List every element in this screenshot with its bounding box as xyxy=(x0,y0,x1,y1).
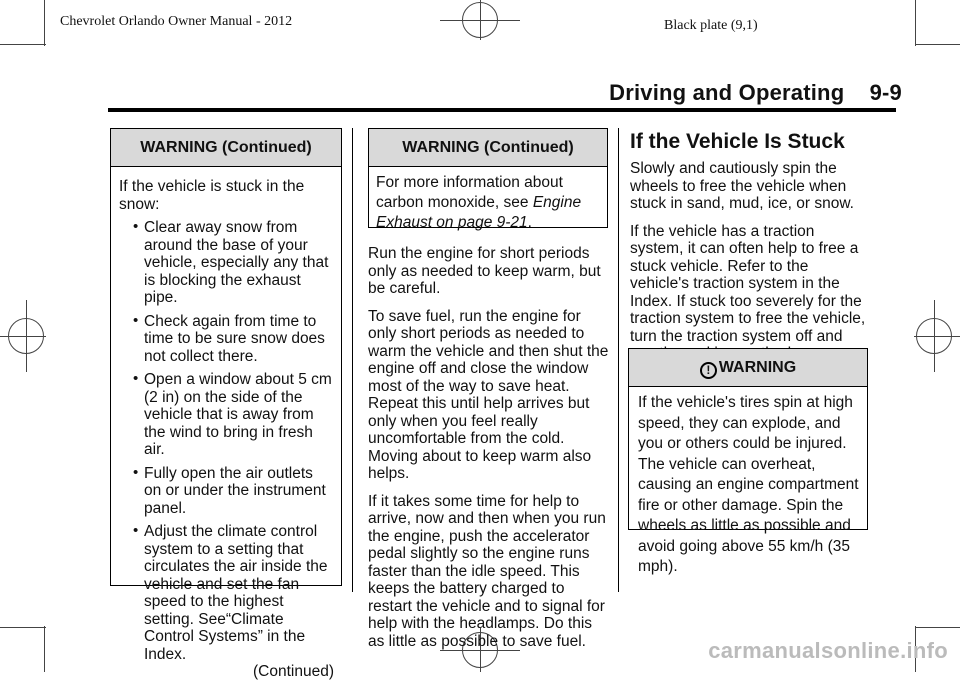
registration-mark-right-v xyxy=(934,300,935,372)
bullet-item: • Fully open the air outlets on or under the instrument panel. xyxy=(119,465,334,518)
registration-mark-left-h xyxy=(0,336,46,337)
warning-text-end: . xyxy=(527,214,532,231)
paragraph: To save fuel, run the engine for only short periods as needed to warm the vehicle and then shut the engine off and close the window most of the way to save heat. Repeat this until help arrives but only when you feel really uncomfortable from the cold. Moving about to keep warm also helps. xyxy=(368,307,609,482)
crop-mark-top-right-v xyxy=(915,0,916,46)
column-separator-1 xyxy=(352,128,353,592)
crop-mark-bottom-right-h xyxy=(915,627,960,628)
column-2-text xyxy=(368,245,610,660)
bullet-item: • Adjust the climate control system to a setting that circulates the air inside the vehicle and set the fan speed to the highest setting. See“Climate Control Systems” in the Index. xyxy=(119,523,334,663)
crop-mark-top-left-v xyxy=(44,0,45,46)
warning-box-continued-1 xyxy=(110,128,342,680)
warning-bullet-list xyxy=(119,219,334,663)
bullet-item: • Clear away snow from around the base of your vehicle, especially any that is blocking the exhaust pipe. xyxy=(119,219,334,307)
crop-mark-top-left-h xyxy=(0,44,46,45)
warning-body xyxy=(111,167,341,681)
paragraph: If the vehicle has a traction system, it can often help to free a stuck vehicle. Refer to the vehicle's traction system in the Index. If stuck too severely for the traction system to free the vehicle, turn the traction system off and xyxy=(630,222,866,345)
column-separator-2 xyxy=(618,128,619,592)
crop-mark-top-right-h xyxy=(915,44,960,45)
warning-intro: If the vehicle is stuck in the snow: xyxy=(119,178,305,213)
paragraph: Run the engine for short periods only as needed to keep warm, but be careful. xyxy=(368,245,601,297)
header-rule xyxy=(108,108,896,112)
registration-mark-right-h xyxy=(914,336,960,337)
manual-title: Chevrolet Orlando Owner Manual - 2012 xyxy=(60,14,293,29)
page-number: 9-9 xyxy=(869,80,902,105)
warning-body: If the vehicle's tires spin at high speed, they can explode, and you or others could be injured. The vehicle can overheat, causing an engine compartment fire or other damage. Spin the wheels as little as possible and avoid going above 55 km/h (35 mph). xyxy=(638,394,859,575)
warning-title: WARNING (Continued) xyxy=(111,129,341,167)
warning-box xyxy=(628,348,868,575)
registration-mark-left-v xyxy=(26,300,27,372)
section-title: Driving and Operating xyxy=(609,80,845,105)
warning-box-continued-2 xyxy=(368,128,608,231)
column-3-text xyxy=(630,160,870,373)
subsection-heading: If the Vehicle Is Stuck xyxy=(630,130,845,153)
plate-label: Black plate (9,1) xyxy=(664,18,758,33)
section-heading xyxy=(609,80,902,106)
warning-header xyxy=(629,349,867,387)
warning-title: WARNING (Continued) xyxy=(369,129,607,167)
watermark: carmanualsonline.info xyxy=(708,638,948,663)
crop-mark-bottom-left-h xyxy=(0,627,46,628)
warning-body xyxy=(369,167,607,233)
bullet-item: • Check again from time to time to be sure snow does not collect there. xyxy=(119,313,334,366)
warning-icon: ! xyxy=(700,362,717,379)
paragraph: Slowly and cautiously spin the wheels to free the vehicle when stuck in sand, mud, ice, or snow. xyxy=(630,160,854,212)
crop-mark-bottom-left-v xyxy=(44,626,45,672)
warning-title: WARNING xyxy=(718,359,797,376)
warning-text: For more information about carbon monoxide, see xyxy=(376,174,563,211)
bullet-item: • Open a window about 5 cm (2 in) on the side of the vehicle that is away from the wind to bring in fresh air. xyxy=(119,371,334,459)
registration-mark-top-v xyxy=(480,0,481,40)
continued-label: (Continued) xyxy=(253,663,334,680)
cross-reference-link[interactable]: Engine Exhaust on page 9-21 xyxy=(376,194,582,231)
paragraph: If it takes some time for help to arrive, now and then when you run the engine, push the accelerator pedal slightly so the engine runs faster than the idle speed. This keeps the battery charged to restart the vehicle and to signal for help with the headlamps. Do this as little as possible to save fuel. xyxy=(368,492,606,650)
